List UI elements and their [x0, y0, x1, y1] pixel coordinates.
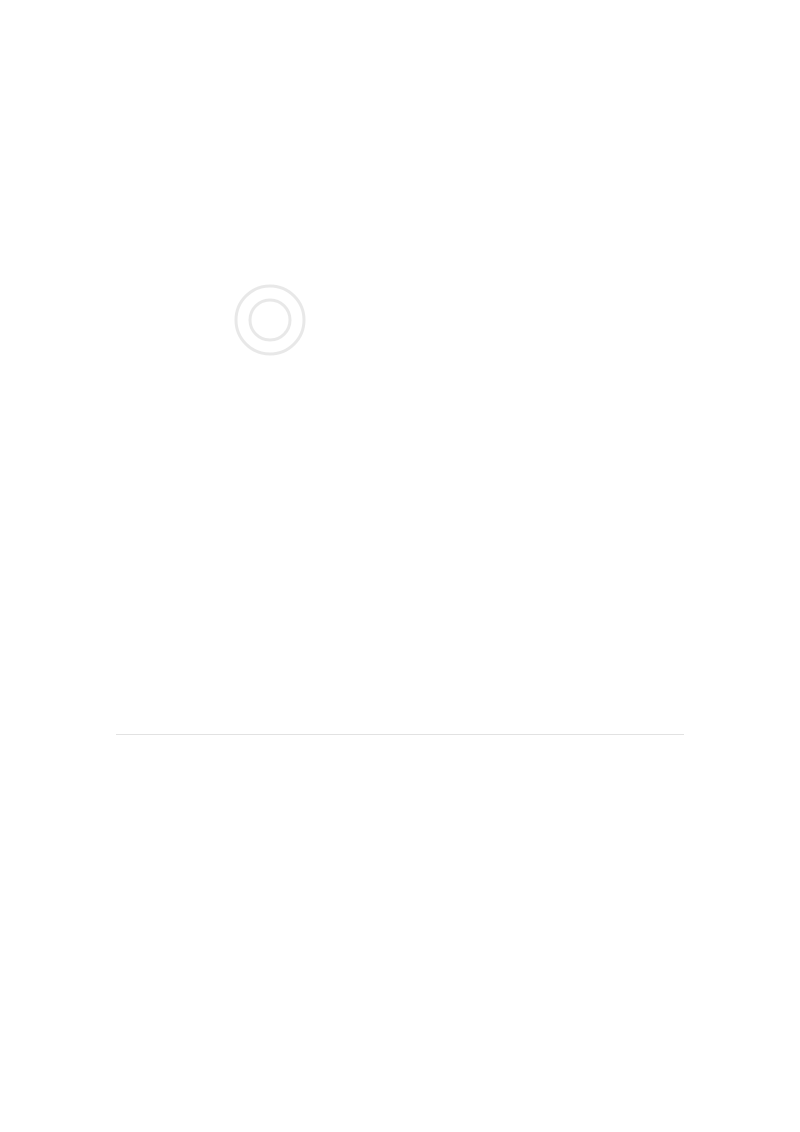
case-study-section	[116, 770, 696, 776]
section-divider	[116, 734, 684, 735]
watermark-logo-icon	[210, 250, 610, 450]
